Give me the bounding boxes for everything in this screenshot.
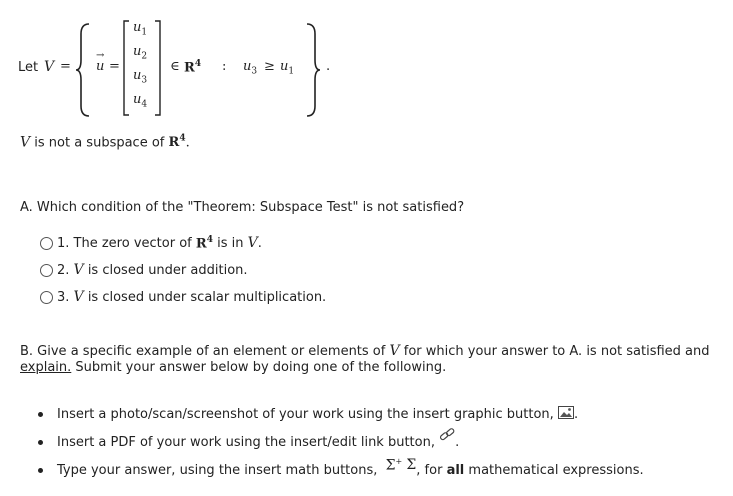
left-brace [74,22,92,118]
option-2-radio[interactable] [40,264,53,277]
equals-sign: = [60,59,71,74]
set-definition [10,18,340,120]
sigma-icon[interactable]: Σ [406,457,417,473]
part-b-line-1: B. Give a specific example of an element or elements of V for which your answer to A. is not satisfied and [20,343,710,359]
vector-arrow-icon: → [96,50,105,61]
entry-u2: $u_2$ [133,44,148,62]
list-item: Type your answer, using the insert math buttons, Σ+ Σ , for all mathematical expressions. [38,456,644,484]
sigma-plus-icon[interactable]: Σ+ [385,456,403,474]
option-3-radio[interactable] [40,291,53,304]
option-3[interactable]: 3. V is closed under scalar multiplication. [40,288,326,306]
insert-graphic-icon[interactable] [558,406,574,423]
bullet-icon [38,412,43,417]
list-item: Insert a PDF of your work using the insert/edit link button, . [38,428,644,456]
element-of-symbol: ∈ [170,59,180,74]
right-brace [304,22,322,118]
statement-var: V [20,134,31,151]
entry-u1: $u_1$ [133,20,148,38]
set-variable: V [44,59,55,75]
condition-operator: ≥ [264,59,275,74]
statement: V is not a subspace of $R^4$. [20,134,190,151]
part-b-line-2: explain. Submit your answer below by doing one of the following. [20,360,447,375]
option-1-radio[interactable] [40,237,53,250]
vector-u: → u [96,50,105,74]
left-bracket [122,20,130,116]
entry-u4: $u_4$ [133,92,148,110]
condition-rhs: $u_1$ [280,59,295,77]
option-2[interactable]: 2. V is closed under addition. [40,261,248,279]
statement-space: $R^4$ [168,134,186,151]
entry-u3: $u_3$ [133,68,148,86]
bullet-icon [38,440,43,445]
list-item: Insert a photo/scan/screenshot of your work using the insert graphic button, . [38,400,644,428]
such-that-colon: : [222,59,227,74]
option-1[interactable]: 1. The zero vector of $R^4$ is in V . [40,234,262,252]
condition-lhs: $u_3$ [243,59,258,77]
instruction-list [38,400,644,484]
link-icon[interactable] [439,428,455,446]
explain-link[interactable]: explain. [20,360,72,375]
space-r: $R^4$ [184,59,202,76]
right-bracket [154,20,162,116]
part-a-question: A. Which condition of the "Theorem: Subspace Test" is not satisfied? [20,200,465,215]
let-label: Let [18,60,39,75]
option-1-space: $R^4$ [195,234,213,252]
bullet-icon [38,468,43,473]
equals-sign-2: = [109,59,120,74]
set-period: . [326,59,331,74]
statement-text: is not a subspace of [34,135,165,151]
